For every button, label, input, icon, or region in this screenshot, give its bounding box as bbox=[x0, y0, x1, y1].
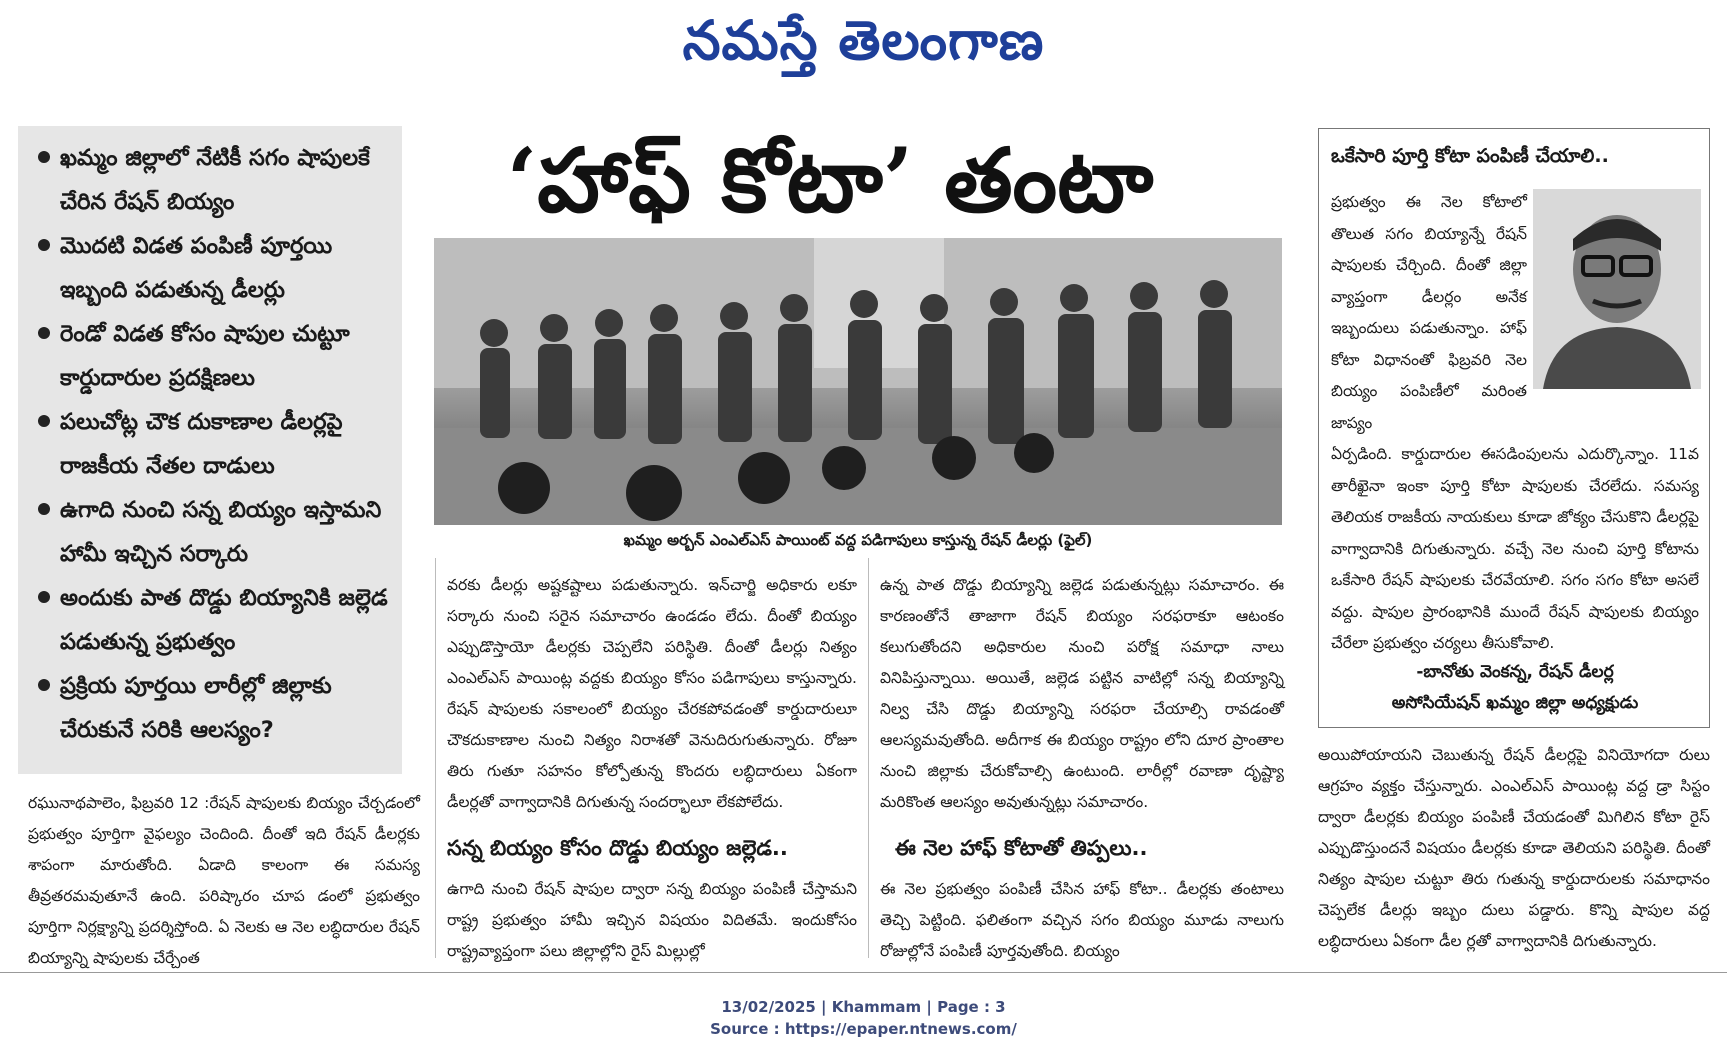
column-2-text: వరకు డీలర్లు అష్టకష్టాలు పడుతున్నారు. ఇన్‌చార్జి అధికారు లకూ సర్కారు నుంచి సరైన సమాచారం ఉండడం లేదు. దీంతో బియ్యం ఎప్పుడొస్తాయో డీలర్లకు చెప్పలేని పరిస్థితి. దీంతో డీలర్లు నిత్యం ఎంఎల్ఎస్ పాయింట్ల వద్దకు బియ్యం కోసం పడిగాపులు కాస్తున్నారు. రేషన్ షాపులకు సకాలంలో బియ్యం చేరకపోవడంతో కార్డుదారులూ చౌకదుకాణాల నుంచి నిత్యం నిరాశతో వెనుదిరుగుతున్నారు. రోజూ తిరు గుతూ సహనం కోల్పోతున్న కొందరు లబ్ధిదారులు ఏకంగా డీలర్లతో వాగ్వాదానికి దిగుతున్న సందర్భాలూ లేకపోలేదు. bbox=[447, 576, 857, 811]
lead-paragraph: రఘునాథపాలెం, ఫిబ్రవరి 12 :రేషన్ షాపులకు బియ్యం చేర్చడంలో ప్రభుత్వం పూర్తిగా వైఫల్యం చెందింది. దీంతో ఇది రేషన్ డీలర్లకు శాపంగా మారుతోంది. ఏడాది కాలంగా ఈ సమస్య తీవ్రతరమవుతూనే ఉంది. పరిష్కారం చూప డంలో ప్రభుత్వం పూర్తిగా నిర్లక్ష్యాన్ని ప్రదర్శిస్తోంది. ఏ నెలకు ఆ నెల లబ్ధిదారుల రేషన్ బియ్యాన్ని షాపులకు చేర్చేంత bbox=[28, 794, 420, 967]
photo-illustration bbox=[434, 238, 1282, 525]
bullet-icon bbox=[38, 679, 50, 691]
page-footer bbox=[0, 996, 1727, 1040]
article-headline: ‘హాఫ్ కోటా’ తంటా bbox=[506, 128, 1154, 232]
bullet-icon bbox=[38, 415, 50, 427]
column-2-subheading: సన్న బియ్యం కోసం దొడ్డు బియ్యం జల్లెడ.. bbox=[447, 836, 788, 860]
highlight-item: పలుచోట్ల చౌక దుకాణాల డీలర్లపై రాజకీయ నేతల దాడులు bbox=[30, 400, 396, 488]
edition-info: 13/02/2025 | Khammam | Page : 3 bbox=[721, 998, 1006, 1016]
column-3-text-b: ఈ నెల ప్రభుత్వం పంపిణీ చేసిన హాఫ్ కోటా.. డీలర్లకు తంటాలు తెచ్చి పెట్టింది. ఫలితంగా వచ్చిన సగం బియ్యం మూడు నాలుగు రోజుల్లోనే పంపిణీ పూర్తవుతోంది. బియ్యం bbox=[880, 880, 1284, 960]
column-2-text-b: ఉగాది నుంచి రేషన్ షాపుల ద్వారా సన్న బియ్యం పంపిణీ చేస్తామని రాష్ట్ర ప్రభుత్వం హామీ ఇచ్చిన విషయం విదితమే. ఇందుకోసం రాష్ట్రవ్యాప్తంగా పలు జిల్లాల్లోని రైస్ మిల్లుల్లో bbox=[447, 880, 857, 960]
column-4-text: అయిపోయాయని చెబుతున్న రేషన్ డీలర్లపై వినియోగదా రులు ఆగ్రహం వ్యక్తం చేస్తున్నారు. ఎంఎల్ఎస్ పాయింట్ల వద్ద డ్రా సిస్టం ద్వారా డీలర్లకు బియ్యం పంపిణీ చేయడంతో మిగిలిన కోటా రైస్ ఎప్పుడొస్తుందనే విషయం డీలర్లకు కూడా తెలియని పరిస్థితి. దీంతో నిత్యం షాపుల చుట్టూ తిరు గుతున్న కార్డుదారులకు సమాధానం చెప్పలేక డీలర్లు ఇబ్బం దులు పడ్డారు. కొన్ని షాపుల వద్ద లబ్ధిదారులు ఏకంగా డీల ర్లతో వాగ్వాదానికి దిగుతున్నారు. bbox=[1318, 746, 1710, 950]
bullet-icon bbox=[38, 327, 50, 339]
column-divider bbox=[868, 558, 869, 958]
bullet-icon bbox=[38, 151, 50, 163]
highlights-box bbox=[18, 126, 402, 774]
highlight-item: ఖమ్మం జిల్లాలో నేటికీ సగం షాపులకే చేరిన రేషన్ బియ్యం bbox=[30, 136, 396, 224]
column-3-subheading: ఈ నెల హాఫ్ కోటాతో తిప్పలు.. bbox=[895, 836, 1148, 860]
footer-divider bbox=[0, 972, 1727, 973]
news-photo bbox=[434, 238, 1282, 525]
source-link[interactable]: Source : https://epaper.ntnews.com/ bbox=[710, 1020, 1017, 1038]
quote-box bbox=[1318, 128, 1710, 728]
column-divider bbox=[435, 558, 436, 958]
newspaper-masthead: నమస్తే తెలంగాణ bbox=[682, 8, 1045, 72]
quote-signature: -బానోతు వెంకన్న, రేషన్ డీలర్ల అసోసియేషన్ ఖమ్మం జిల్లా అధ్యక్షుడు bbox=[1391, 662, 1639, 713]
highlight-item: మొదటి విడత పంపిణీ పూర్తయి ఇబ్బంది పడుతున్న డీలర్లు bbox=[30, 224, 396, 312]
quote-text: ప్రభుత్వం ఈ నెల కోటాలో తొలుత సగం బియ్యాన్నే రేషన్ షాపులకు చేర్చింది. దీంతో జిల్లా వ్యాప్తంగా డీలర్లం అనేక ఇబ్బందులు పడుతున్నాం. హాఫ్ కోటా విధానంతో ఫిబ్రవరి నెల బియ్యం పంపిణీలో మరింత జాప్యం ఏర్పడింది. కార్డుదారుల ఈసడింపులను ఎదుర్కొన్నాం. 11వ తారీఖైనా ఇంకా పూర్తి కోటా షాపులకు చేరలేదు. సమస్య తెలియక రాజకీయ నాయకులు కూడా జోక్యం చేసుకొని డీలర్లపై వాగ్వాదానికి దిగుతున్నారు. వచ్చే నెల నుంచి పూర్తి కోటాను ఒకేసారి రేషన్ షాపులకు చేరవేయాలి. సగం సగం కోటా అసలే వద్దు. షాపుల ప్రారంభానికి ముందే రేషన్ షాపులకు బియ్యం చేరేలా ప్రభుత్వం చర్యలు తీసుకోవాలి. bbox=[1331, 193, 1699, 652]
highlight-item: ఉగాది నుంచి సన్న బియ్యం ఇస్తామని హామీ ఇచ్చిన సర్కారు bbox=[30, 488, 396, 576]
highlight-item: అందుకు పాత దొడ్డు బియ్యానికి జల్లెడ పడుతున్న ప్రభుత్వం bbox=[30, 576, 396, 664]
photo-caption: ఖమ్మం అర్బన్ ఎంఎల్ఎస్ పాయింట్ వద్ద పడిగాపులు కాస్తున్న రేషన్ డీలర్లు (ఫైల్) bbox=[623, 531, 1093, 549]
column-3-text: ఉన్న పాత దొడ్డు బియ్యాన్ని జల్లెడ పడుతున్నట్లు సమాచారం. ఈ కారణంతోనే తాజాగా రేషన్ బియ్యం సరఫరాకూ ఆటంకం కలుగుతోందని అధికారుల నుంచి పరోక్ష సమాధా నాలు వినిపిస్తున్నాయి. అయితే, జల్లెడ పట్టిన వాటిల్లో సన్న బియ్యాన్ని నిల్వ చేసి దొడ్డు బియ్యాన్ని సరఫరా చేయాల్సి రావడంతో ఆలస్యమవుతోంది. అదీగాక ఈ బియ్యం రాష్ట్రం లోని దూర ప్రాంతాల నుంచి జిల్లాకు చేరుకోవాల్సి ఉంటుంది. లారీల్లో రవాణా దృష్ట్యా మరికొంత ఆలస్యం అవుతున్నట్లు సమాచారం. bbox=[880, 576, 1284, 811]
highlight-item: ప్రక్రియ పూర్తయి లారీల్లో జిల్లాకు చేరుకునే సరికి ఆలస్యం? bbox=[30, 664, 396, 752]
bullet-icon bbox=[38, 591, 50, 603]
bullet-icon bbox=[38, 503, 50, 515]
bullet-icon bbox=[38, 239, 50, 251]
highlight-item: రెండో విడత కోసం షాపుల చుట్టూ కార్డుదారుల ప్రదక్షిణలు bbox=[30, 312, 396, 400]
quote-box-title: ఒకేసారి పూర్తి కోటా పంపిణీ చేయాలి.. bbox=[1331, 145, 1609, 167]
